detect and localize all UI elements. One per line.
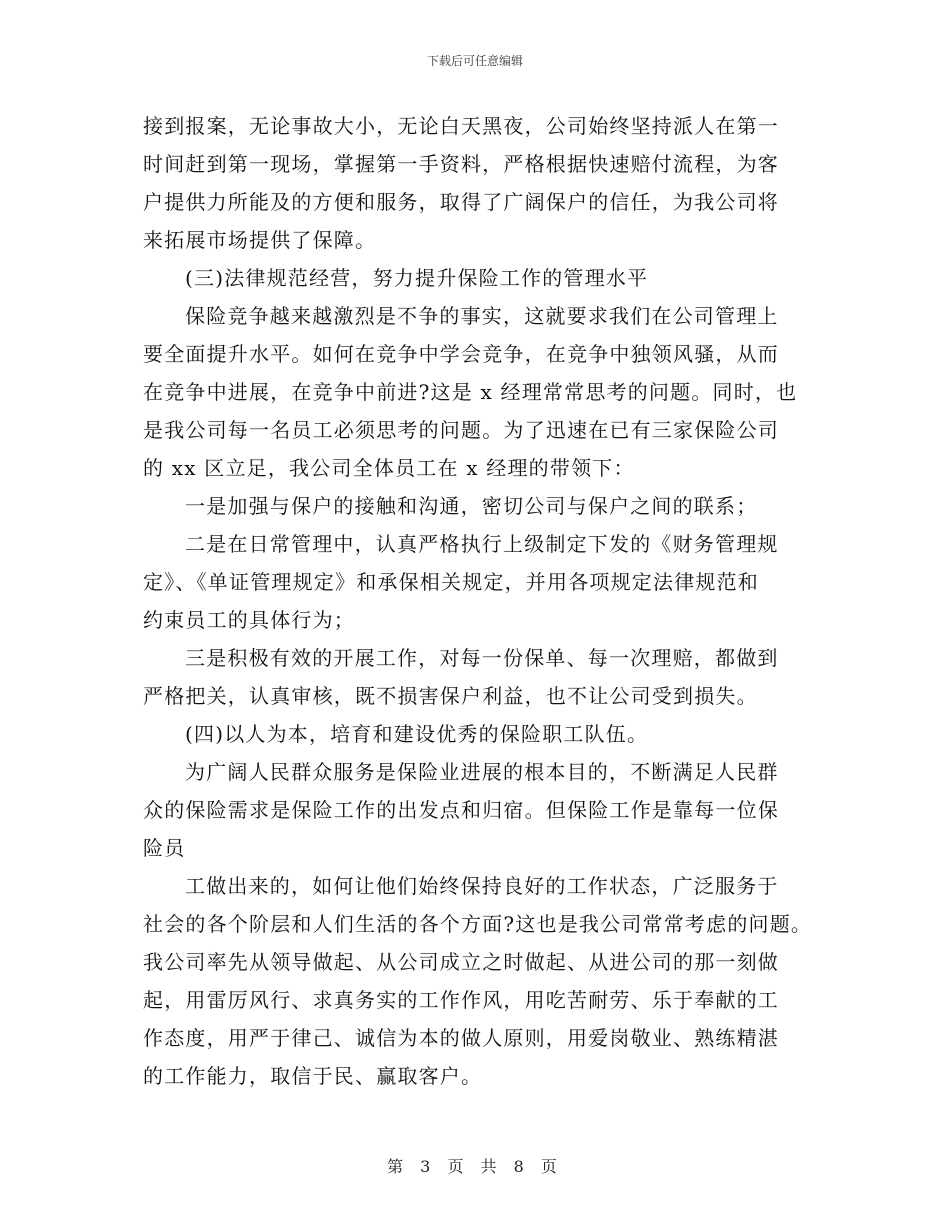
- text-line: 二是在日常管理中，认真严格执行上级制定下发的《财务管理规: [185, 532, 779, 556]
- text-line: 作态度，用严于律己、诚信为本的做人原则，用爱岗敬业、熟练精湛: [143, 1026, 779, 1050]
- text-line: 险员: [143, 836, 186, 860]
- text-line: 是我公司每一名员工必须思考的问题。为了迅速在已有三家保险公司: [143, 418, 779, 442]
- text-line: 保险竞争越来越激烈是不争的事实，这就要求我们在公司管理上: [185, 304, 779, 328]
- text-line: 为广阔人民群众服务是保险业进展的根本目的，不断满足人民群: [185, 760, 779, 784]
- page-header: 下载后可任意编辑: [426, 54, 523, 68]
- text-line: 接到报案，无论事故大小，无论白天黑夜，公司始终坚持派人在第一: [143, 114, 779, 138]
- section-heading: (三)法律规范经营，努力提升保险工作的管理水平: [185, 266, 649, 290]
- text-line: 工做出来的，如何让他们始终保持良好的工作状态，广泛服务于: [185, 874, 779, 898]
- text-line: 要全面提升水平。如何在竞争中学会竞争，在竞争中独领风骚，从而: [143, 342, 779, 366]
- text-line: 的 xx 区立足，我公司全体员工在 x 经理的带领下：: [143, 456, 635, 480]
- text-line: 定》、《单证管理规定》和承保相关规定，并用各项规定法律规范和: [143, 570, 759, 594]
- text-line: 时间赶到第一现场，掌握第一手资料，严格根据快速赔付流程，为客: [143, 152, 779, 176]
- text-line: 起，用雷厉风行、求真务实的工作作风，用吃苦耐劳、乐于奉献的工: [143, 988, 779, 1012]
- text-line: 来拓展市场提供了保障。: [143, 228, 377, 252]
- text-line: 在竞争中进展，在竞争中前进?这是 x 经理常常思考的问题。同时，也: [143, 380, 798, 404]
- document-body: [143, 107, 823, 1095]
- text-line: 严格把关，认真审核，既不损害保户利益，也不让公司受到损失。: [143, 684, 758, 708]
- text-line: 三是积极有效的开展工作，对每一份保单、每一次理赔，都做到: [185, 646, 779, 670]
- page-number-footer: 第 3 页 共 8 页: [387, 1157, 563, 1176]
- text-line: 我公司率先从领导做起、从公司成立之时做起、从进公司的那一刻做: [143, 950, 779, 974]
- text-line: 一是加强与保户的接触和沟通，密切公司与保户之间的联系；: [185, 494, 758, 518]
- section-heading: (四)以人为本，培育和建设优秀的保险职工队伍。: [185, 722, 649, 746]
- text-line: 约束员工的具体行为；: [143, 608, 355, 632]
- text-line: 众的保险需求是保险工作的出发点和归宿。但保险工作是靠每一位保: [143, 798, 779, 822]
- text-line: 社会的各个阶层和人们生活的各个方面?这也是我公司常常考虑的问题。: [143, 912, 813, 936]
- text-line: 的工作能力，取信于民、赢取客户。: [143, 1064, 483, 1088]
- text-line: 户提供力所能及的方便和服务，取得了广阔保户的信任，为我公司将: [143, 190, 779, 214]
